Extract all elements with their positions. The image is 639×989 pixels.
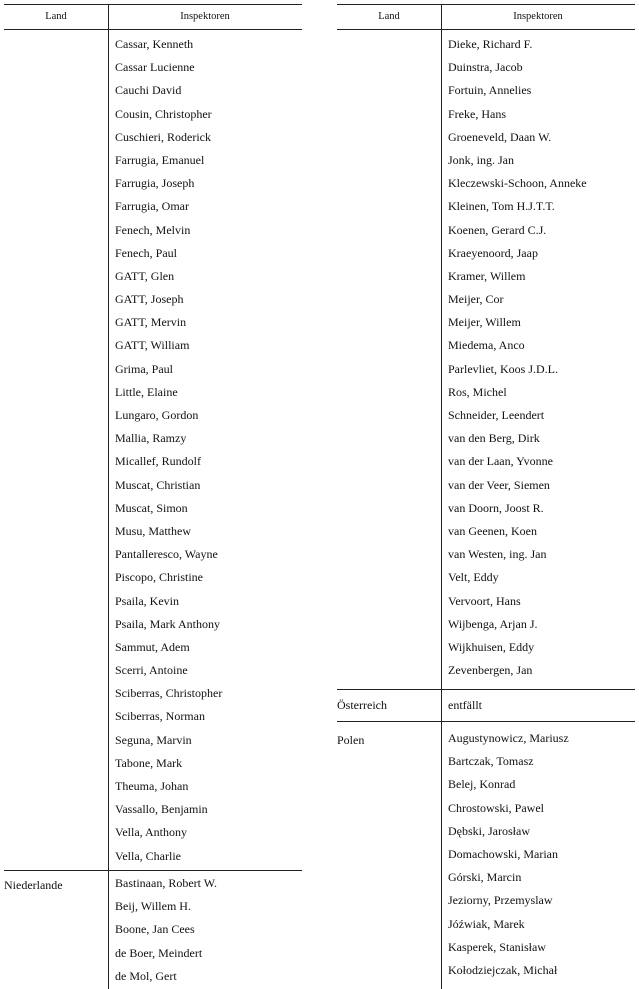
inspector-name: Little, Elaine [115, 384, 178, 399]
header-inspektoren: Inspektoren [180, 11, 230, 22]
inspector-name: van der Veer, Siemen [448, 477, 550, 492]
inspector-name: Kraeyenoord, Jaap [448, 245, 538, 260]
inspector-name: Parlevliet, Koos J.D.L. [448, 361, 558, 376]
inspector-name: Dębski, Jarosław [448, 823, 530, 838]
inspector-name: Muscat, Christian [115, 477, 201, 492]
country-label: Polen [337, 733, 365, 747]
inspector-name: Tabone, Mark [115, 755, 183, 770]
inspector-name: Psaila, Mark Anthony [115, 616, 220, 631]
inspector-name: entfällt [448, 698, 482, 712]
inspector-name: Muscat, Simon [115, 500, 188, 515]
inspector-name: GATT, Mervin [115, 315, 187, 330]
inspector-name: Seguna, Marvin [115, 732, 192, 747]
inspector-name: Theuma, Johan [115, 779, 189, 793]
inspector-name: Cauchi David [115, 83, 182, 98]
inspector-name: Koenen, Gerard C.J. [448, 222, 547, 237]
inspector-name: Chrostowski, Pawel [448, 800, 544, 815]
inspector-name: van den Berg, Dirk [448, 431, 540, 446]
inspector-name: Wijbenga, Arjan J. [448, 616, 538, 631]
inspector-name: Musu, Matthew [115, 523, 191, 538]
inspector-name: Ros, Michel [448, 384, 507, 399]
inspector-name: Cuschieri, Roderick [115, 129, 211, 144]
inspector-name: Micallef, Rundolf [115, 454, 201, 469]
inspector-name: Freke, Hans [448, 106, 506, 121]
header-land: Land [45, 11, 67, 22]
inspector-name: Cassar, Kenneth [115, 37, 194, 51]
country-label: Österreich [337, 698, 387, 712]
inspector-name: Farrugia, Omar [115, 199, 189, 214]
inspector-name: Farrugia, Emanuel [115, 152, 205, 167]
inspector-name: Augustynowicz, Mariusz [448, 731, 569, 745]
inspector-name: Górski, Marcin [448, 870, 522, 885]
inspector-name: Piscopo, Christine [115, 570, 204, 585]
inspector-name: Jeziorny, Przemyslaw [448, 893, 553, 908]
group-oesterreich [337, 689, 635, 721]
inspector-name: van Westen, ing. Jan [448, 547, 547, 562]
inspector-name: Belej, Konrad [448, 777, 516, 792]
inspector-name: Grima, Paul [115, 361, 173, 376]
inspector-name: Pantalleresco, Wayne [115, 547, 218, 562]
inspector-name: Sciberras, Norman [115, 709, 205, 724]
inspector-name: Meijer, Cor [448, 292, 504, 307]
inspector-name: Vervoort, Hans [448, 593, 521, 608]
inspector-name: Psaila, Kevin [115, 593, 179, 608]
inspector-name: Kasperek, Stanisław [448, 939, 546, 954]
inspector-name: van Geenen, Koen [448, 523, 537, 538]
inspector-name: van Doorn, Joost R. [448, 500, 544, 515]
inspector-name: GATT, William [115, 338, 190, 353]
inspector-name: Sammut, Adem [115, 639, 190, 654]
inspector-name: GATT, Joseph [115, 292, 184, 307]
inspector-name: Vella, Anthony [115, 825, 187, 840]
left-column [4, 4, 302, 988]
inspector-name: Schneider, Leendert [448, 408, 545, 422]
inspector-name: Fortuin, Annelies [448, 83, 532, 98]
inspector-name: Kołodziejczak, Michał [448, 962, 558, 977]
inspector-name: Vella, Charlie [115, 848, 181, 863]
inspector-name: Cousin, Christopher [115, 106, 212, 121]
inspector-name: Boone, Jan Cees [115, 922, 195, 937]
inspector-name: Wijkhuisen, Eddy [448, 639, 535, 654]
inspector-name: Cassar Lucienne [115, 60, 195, 75]
inspector-name: Zevenbergen, Jan [448, 663, 533, 678]
inspector-list [337, 33, 635, 682]
inspector-name: Groeneveld, Daan W. [448, 129, 552, 144]
inspector-name: Velt, Eddy [448, 570, 499, 585]
header-land: Land [378, 11, 400, 22]
header-inspektoren: Inspektoren [513, 11, 563, 22]
country-label: Niederlande [4, 878, 63, 892]
inspector-list [337, 727, 635, 982]
inspector-name: Kleinen, Tom H.J.T.T. [448, 199, 555, 214]
inspector-name: Scerri, Antoine [115, 663, 188, 678]
inspector-name: de Mol, Gert [115, 968, 177, 983]
inspector-name: de Boer, Meindert [115, 945, 203, 960]
inspector-name: Jonk, ing. Jan [448, 152, 514, 167]
right-column [337, 4, 635, 982]
table-header [337, 4, 635, 30]
inspector-name: Miedema, Anco [448, 338, 525, 353]
inspector-name: Dieke, Richard F. [448, 37, 533, 51]
inspector-name: Meijer, Willem [448, 315, 521, 330]
inspector-name: Vassallo, Benjamin [115, 802, 208, 817]
group-niederlande [4, 870, 302, 988]
group-malta [4, 30, 302, 870]
inspector-name: Beij, Willem H. [115, 899, 191, 914]
inspector-name: Bartczak, Tomasz [448, 754, 534, 769]
group-niederlande-cont [337, 30, 635, 689]
inspector-name: Mallia, Ramzy [115, 431, 187, 446]
inspector-name: Kleczewski-Schoon, Anneke [448, 176, 587, 191]
inspector-name: Jóźwiak, Marek [448, 916, 525, 931]
inspector-name: Duinstra, Jacob [448, 60, 523, 75]
inspector-name: Fenech, Paul [115, 245, 177, 260]
inspector-name: Kramer, Willem [448, 268, 526, 283]
table-header [4, 4, 302, 30]
inspector-list [4, 33, 302, 868]
inspector-name: Domachowski, Marian [448, 846, 558, 861]
inspector-name: Farrugia, Joseph [115, 176, 195, 191]
inspector-name: GATT, Glen [115, 268, 175, 283]
inspector-name: van der Laan, Yvonne [448, 454, 553, 469]
inspector-name: Sciberras, Christopher [115, 686, 223, 701]
inspector-name: Lungaro, Gordon [115, 408, 199, 422]
group-polen [337, 721, 635, 982]
inspector-name: Bastinaan, Robert W. [115, 876, 217, 890]
inspector-name: Fenech, Melvin [115, 222, 191, 237]
